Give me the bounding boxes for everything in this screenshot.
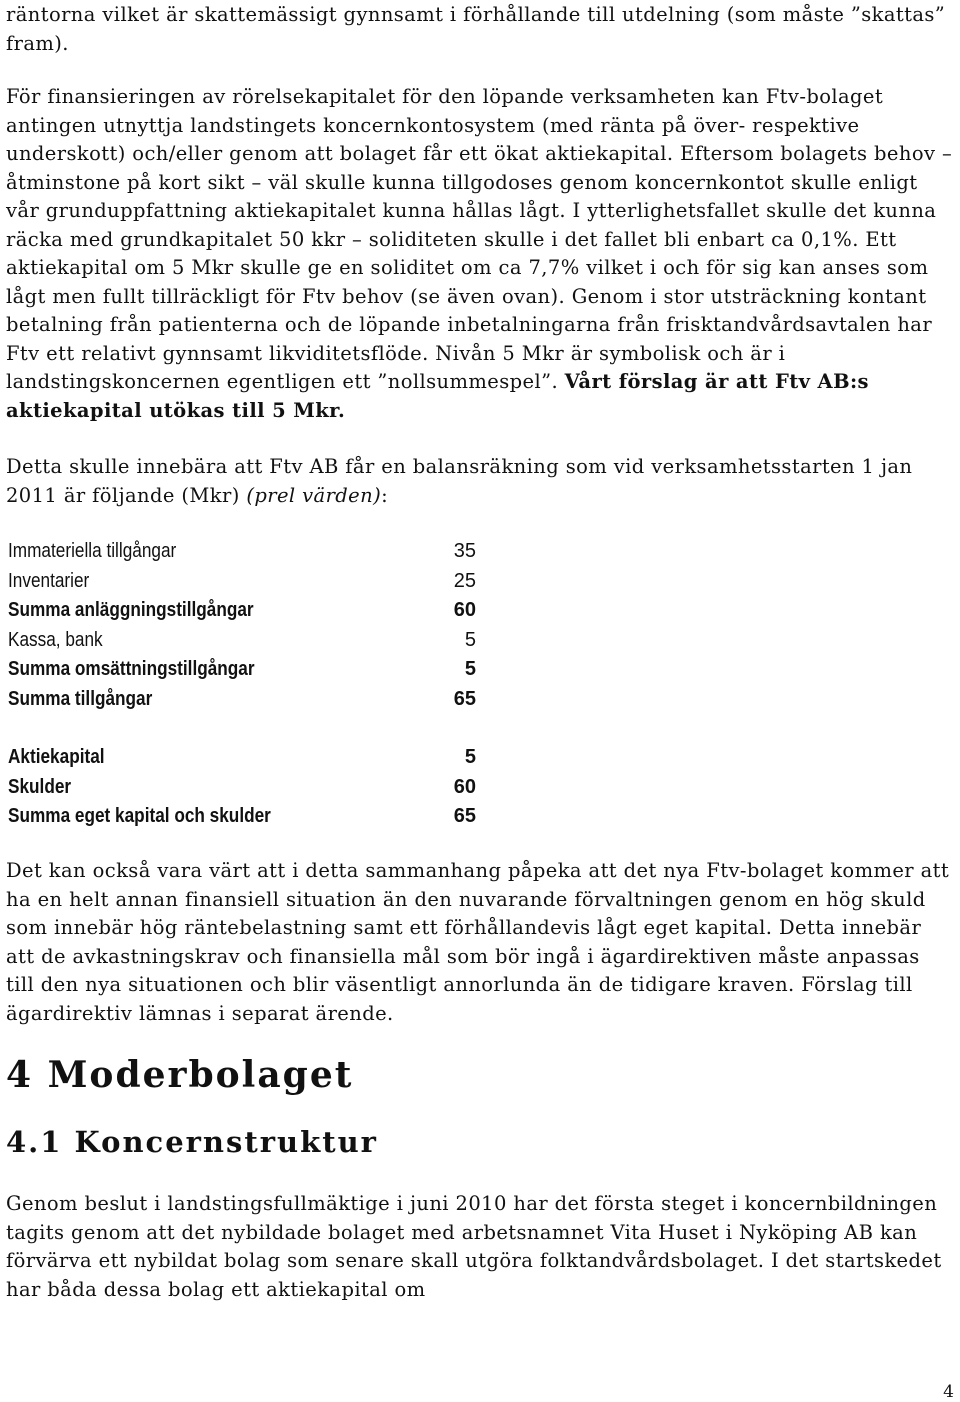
balance-sheet-value: 65 [453, 805, 476, 827]
financing-paragraph [6, 83, 954, 425]
group-structure-paragraph: Genom beslut i landstingsfullmäktige i juni 2010 har det första steget i koncernbildningen tagits genom att det nybildade bolaget med arbetsnamnet Vita Huset i Nyköping AB kan förvärva ett nybildat bolag som senare skall utgöra folktandvårdsbolaget. I det startskedet har båda dessa bolag ett aktiekapital om [6, 1192, 942, 1301]
balance-sheet-row [8, 567, 478, 597]
balance-sheet-row [8, 655, 478, 685]
balance-sheet-row [8, 685, 478, 715]
balance-sheet-label: Summa omsättningstillgångar [8, 658, 255, 680]
balance-sheet-row [8, 773, 478, 803]
balance-sheet-label: Summa anläggningstillgångar [8, 599, 254, 621]
balance-sheet-label: Summa eget kapital och skulder [8, 805, 271, 827]
balance-intro-text: Detta skulle innebära att Ftv AB får en balansräkning som vid verksamhetsstarten 1 jan 2011 är följande (Mkr) [6, 455, 913, 507]
balance-intro-suffix: : [381, 483, 389, 507]
balance-sheet-label: Kassa, bank [8, 628, 103, 651]
balance-sheet-row [8, 743, 478, 773]
balance-sheet-label: Summa tillgångar [8, 687, 153, 710]
financing-text: För finansieringen av rörelsekapitalet för den löpande verksamheten kan Ftv-bolaget antingen utnyttja landstingets koncernkontosystem (med ränta på över- respektive underskott) och/eller genom att bolaget får ett ökat aktiekapital. Eftersom bolagets behov – åtminstone på kort sikt – väl skulle kunna tillgodoses genom koncernkontot skulle enligt vår grunduppfattning aktiekapitalet kunna hållas lågt. I ytterlighetsfallet skulle det kunna räcka med grundkapitalet 50 kkr – soliditeten skulle i det fallet bli enbart ca 0,1%. Ett aktiekapital om 5 Mkr skulle ge en soliditet om ca 7,7% vilket i och för sig kan anses som lågt men fullt tillräckligt för Ftv behov (se även ovan). Genom i stor utsträckning kontant betalning från patienterna och de löpande inbetalningarna från frisktandvårdsavtalen har Ftv ett relativt gynnsamt likviditetsflöde. Nivån 5 Mkr är symbolisk och är i landstingskoncernen egentligen ett ”nollsummespel”. [6, 85, 953, 393]
subsection-heading-koncernstruktur: 4.1 Koncernstruktur [6, 1125, 378, 1159]
balance-sheet-label: Inventarier [8, 569, 90, 592]
balance-sheet-table [8, 537, 478, 832]
balance-sheet-row [8, 596, 478, 626]
intro-paragraph: räntorna vilket är skattemässigt gynnsamt i förhållande till utdelning (som måste ”skattas” fram). [6, 3, 946, 55]
balance-sheet-label: Skulder [8, 775, 72, 798]
balance-sheet-value: 60 [453, 599, 476, 621]
liabilities-section [8, 743, 478, 832]
balance-sheet-value: 5 [464, 658, 476, 680]
balance-sheet-row [8, 802, 478, 832]
balance-sheet-value: 60 [453, 775, 476, 798]
balance-sheet-row [8, 537, 478, 567]
balance-sheet-value: 25 [453, 569, 476, 592]
section-heading-moderbolaget: 4 Moderbolaget [6, 1054, 354, 1096]
balance-sheet-label: Immateriella tillgångar [8, 540, 177, 562]
balance-sheet-value: 5 [464, 746, 476, 768]
balance-sheet-value: 5 [464, 628, 476, 651]
balance-sheet-label: Aktiekapital [8, 746, 105, 768]
page-number: 4 [943, 1382, 954, 1402]
assets-section [8, 537, 478, 714]
balance-sheet-row [8, 626, 478, 656]
balance-intro-paragraph [6, 453, 954, 510]
proposal-bold-text: Vårt förslag är att Ftv AB:s aktiekapital utökas till 5 Mkr. [6, 370, 869, 422]
balance-intro-italic: (prel värden) [246, 483, 382, 507]
financial-situation-paragraph: Det kan också vara värt att i detta sammanhang påpeka att det nya Ftv-bolaget kommer att ha en helt annan finansiell situation än den nuvarande förvaltningen genom en hög skuld som innebär hög räntebelastning samt ett förhållandevis lågt eget kapital. Detta innebär att de avkastningskrav och finansiella mål som bör ingå i ägardirektiven måste anpassas till den nya situationen och blir väsentligt annorlunda än de tidigare kraven. Förslag till ägardirektiv lämnas i separat ärende. [6, 859, 950, 1025]
balance-sheet-value: 35 [453, 540, 476, 562]
balance-sheet-value: 65 [453, 687, 476, 710]
